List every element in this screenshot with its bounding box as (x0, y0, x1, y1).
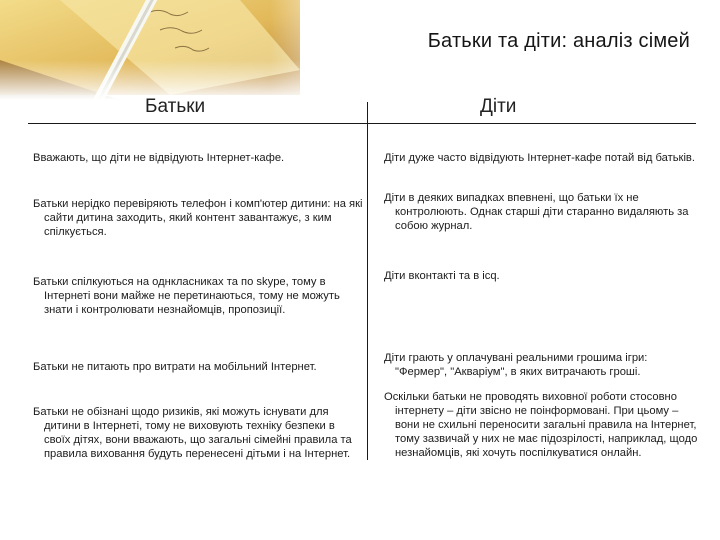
parents-item-3: Батьки спілкуються на однкласниках та по skype, тому в Інтернеті вони майже не перетинаються, тому не можуть знати і контролювати незнайомців, пропозиції. (33, 276, 340, 316)
children-item-2: Діти в деяких випадках впевнені, що батьки їх не контролюють. Однак старші діти старанно видаляють за собою журнал. (384, 192, 689, 232)
parents-item-4: Батьки не питають про витрати на мобільний Інтернет. (33, 361, 317, 373)
children-item-3: Діти вконтакті та в icq. (384, 270, 500, 282)
parents-column-header: Батьки (145, 96, 206, 117)
parents-item-2: Батьки нерідко перевіряють телефон і комп'ютер дитини: на які сайти дитина заходить, який контент завантажує, з ким спілкується. (33, 198, 363, 238)
children-item-5: Оскільки батьки не проводять виховної роботи стосовно інтернету – діти звісно не поінформовані. При цьому – вони не схильні переносити загальні правила на Інтернет, тому зазвичай у них не має підозрілості, наприклад, щодо незнайомців, які хочуть поспілкуватися онлайн. (384, 391, 698, 459)
children-item-4: Діти грають у оплачувані реальними грошима ігри: "Фермер", "Акваріум", в яких витрачають гроші. (384, 352, 648, 378)
children-item-1: Діти дуже часто відвідують Інтернет-кафе потай від батьків. (384, 152, 695, 164)
children-column-header: Діти (480, 96, 517, 117)
parents-item-5: Батьки не обізнані щодо ризиків, які можуть існувати для дитини в Інтернеті, тому не виховують техніку безпеки в своїх дітях, вони вважають, що загальні сімейні правила та правила виховання будуть перенесені дітьми і на Інтернет. (33, 406, 352, 460)
parents-item-1: Вважають, що діти не відвідують Інтернет-кафе. (33, 152, 285, 164)
header-divider (28, 123, 696, 124)
column-divider (367, 102, 368, 460)
page-title: Батьки та діти: аналіз сімей (427, 30, 690, 52)
notebook-photo (0, 0, 360, 100)
